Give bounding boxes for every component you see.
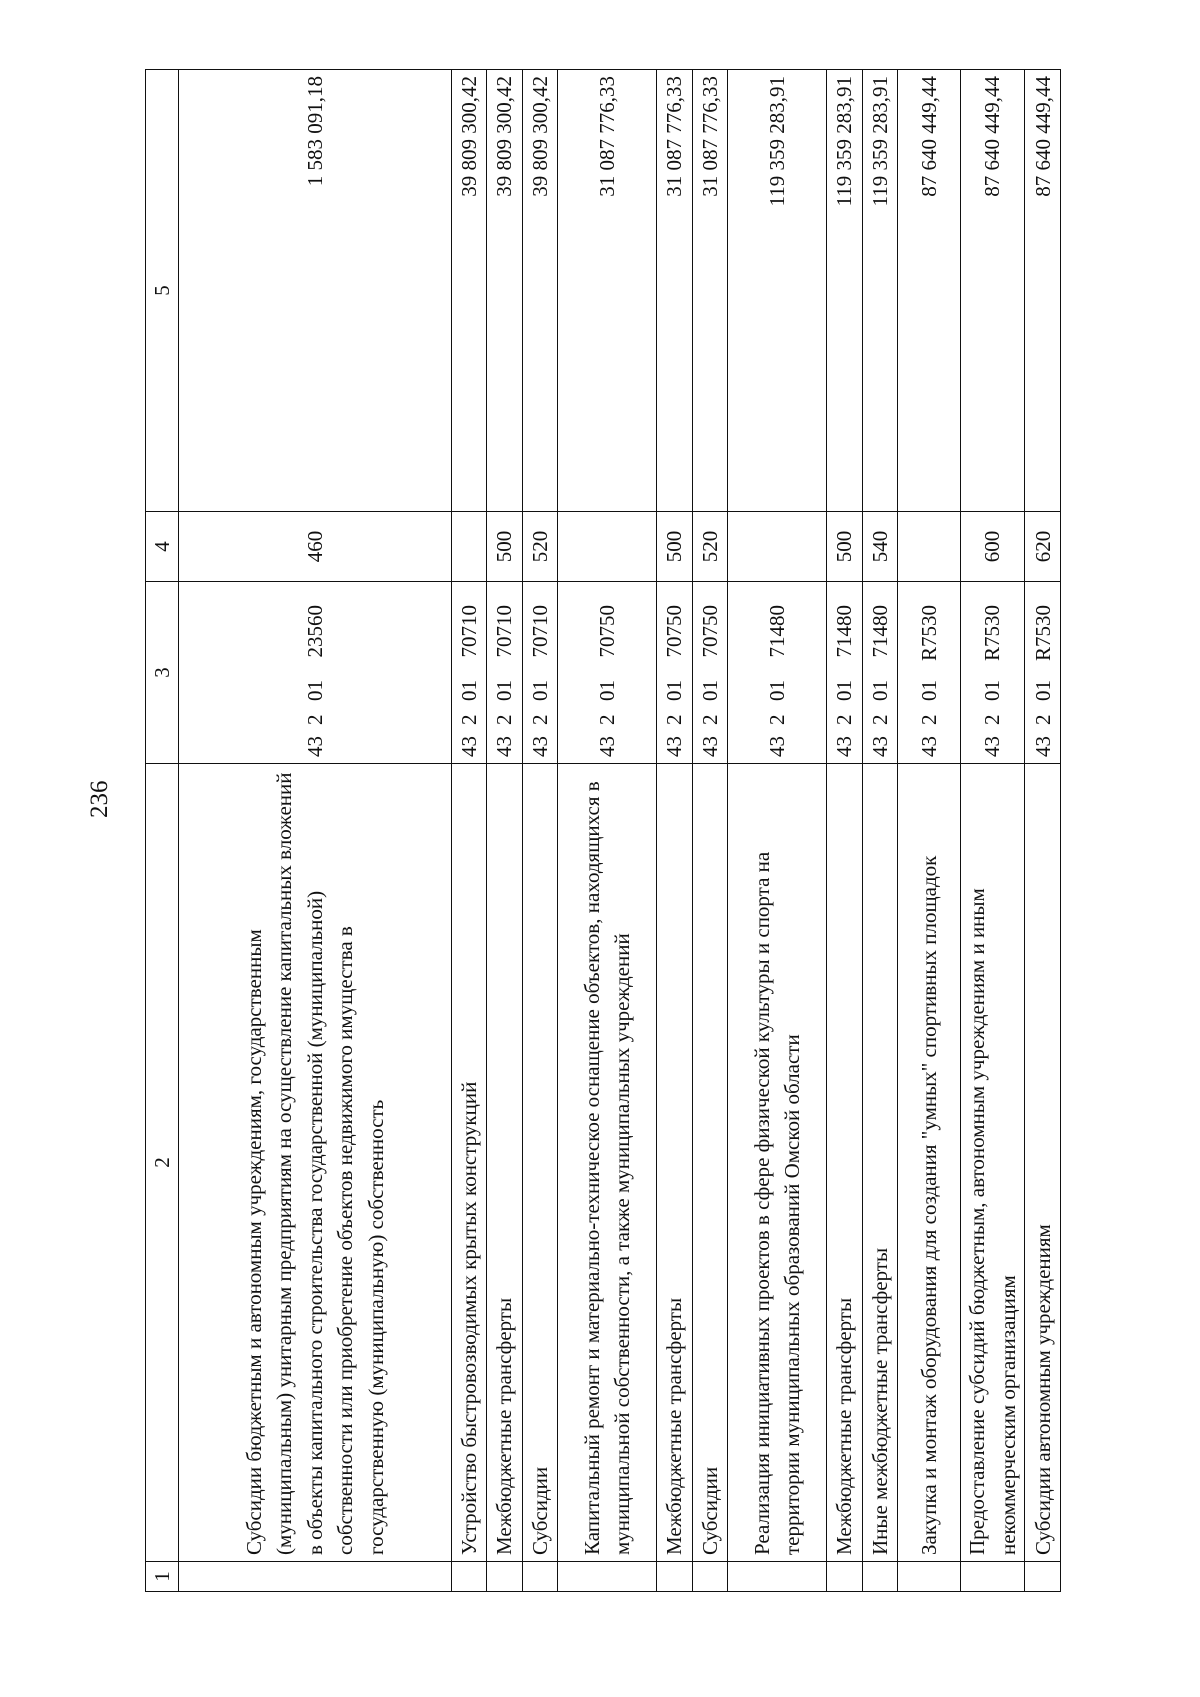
header-row [146,70,179,1592]
row-number-cell [487,1562,522,1592]
table-row [558,70,657,1592]
code-part-4: R7530 [1030,605,1055,662]
row-number-cell [1025,1562,1061,1592]
code-part-3: 01 [662,680,687,701]
program-code-cell [487,582,522,764]
table-row [692,70,727,1592]
code-part-2: 2 [1030,714,1055,725]
amount-cell: 119 359 283,91 [728,70,827,512]
code-part-4: R7530 [980,605,1005,662]
row-number-cell [558,1562,657,1592]
amount-cell: 119 359 283,91 [827,70,862,512]
amount-cell: 1 583 091,18 [178,70,451,512]
program-code-cell [728,582,827,764]
program-code-cell [898,582,961,764]
budget-table [145,69,1061,1592]
row-number-cell [898,1562,961,1592]
code-part-3: 01 [832,680,857,701]
code-part-2: 2 [527,714,552,725]
code-part-1: 43 [527,736,552,757]
amount-cell: 39 809 300,42 [522,70,557,512]
amount-cell: 31 087 776,33 [657,70,692,512]
code-part-4: 71480 [832,605,857,658]
description-cell: Субсидии автономным учреждениям [1025,764,1061,1562]
program-code-cell [558,582,657,764]
expense-type-cell [452,512,487,582]
program-code-cell [960,582,1025,764]
amount-cell: 39 809 300,42 [487,70,522,512]
code-part-4: 70750 [595,605,620,658]
code-part-2: 2 [595,714,620,725]
code-part-4: R7530 [916,605,941,662]
row-number-cell [960,1562,1025,1592]
code-part-3: 01 [980,680,1005,701]
table-row [960,70,1025,1592]
description-cell: Субсидии [522,764,557,1562]
expense-type-cell [558,512,657,582]
code-part-1: 43 [832,736,857,757]
code-part-2: 2 [980,714,1005,725]
description-cell: Закупка и монтаж оборудования для создания "умных" спортивных площадок [898,764,961,1562]
header-cell-3: 3 [146,582,179,764]
code-part-4: 71480 [765,605,790,658]
expense-type-cell [898,512,961,582]
code-part-2: 2 [765,714,790,725]
code-part-2: 2 [697,714,722,725]
description-cell: Субсидии бюджетным и автономным учреждениям, государственным (муниципальным) унитарным предприятиям на осуществление капитальных вложений в объекты капитального строительства государственной (муниципальной) собственности или приобретение объектов недвижимого имущества в государственную (муниципальную) собственность [178,764,451,1562]
code-part-1: 43 [302,736,327,757]
code-part-4: 70710 [492,605,517,658]
code-part-3: 01 [867,680,892,701]
expense-type-cell: 500 [487,512,522,582]
table-row [827,70,862,1592]
expense-type-cell: 500 [657,512,692,582]
row-number-cell [522,1562,557,1592]
code-part-3: 01 [302,680,327,701]
program-code-cell [862,582,897,764]
code-part-4: 70710 [457,605,482,658]
code-part-1: 43 [765,736,790,757]
table-row [862,70,897,1592]
table-row [728,70,827,1592]
amount-cell: 31 087 776,33 [558,70,657,512]
description-cell: Иные межбюджетные трансферты [862,764,897,1562]
code-part-1: 43 [697,736,722,757]
code-part-4: 23560 [302,605,327,658]
expense-type-cell: 500 [827,512,862,582]
table-row [452,70,487,1592]
header-cell-1: 1 [146,1562,179,1592]
description-cell: Межбюджетные трансферты [487,764,522,1562]
header-cell-4: 4 [146,512,179,582]
code-part-3: 01 [492,680,517,701]
code-part-3: 01 [1030,680,1055,701]
program-code-cell [522,582,557,764]
program-code-cell [452,582,487,764]
amount-cell: 119 359 283,91 [862,70,897,512]
description-cell: Предоставление субсидий бюджетным, автономным учреждениям и иным некоммерческим организациям [960,764,1025,1562]
table-row [522,70,557,1592]
rotated-table-wrapper [145,70,1061,1592]
table-row [178,70,451,1592]
row-number-cell [862,1562,897,1592]
amount-cell: 87 640 449,44 [1025,70,1061,512]
code-part-2: 2 [457,714,482,725]
code-part-2: 2 [302,714,327,725]
header-cell-5: 5 [146,70,179,512]
code-part-4: 70750 [697,605,722,658]
code-part-3: 01 [595,680,620,701]
amount-cell: 39 809 300,42 [452,70,487,512]
code-part-3: 01 [916,680,941,701]
code-part-3: 01 [765,680,790,701]
code-part-3: 01 [697,680,722,701]
expense-type-cell: 520 [692,512,727,582]
expense-type-cell: 520 [522,512,557,582]
description-cell: Капитальный ремонт и материально-техническое оснащение объектов, находящихся в муниципальной собственности, а также муниципальных учреждений [558,764,657,1562]
description-cell: Межбюджетные трансферты [657,764,692,1562]
table-row [898,70,961,1592]
code-part-2: 2 [916,714,941,725]
amount-cell: 87 640 449,44 [898,70,961,512]
code-part-2: 2 [867,714,892,725]
description-cell: Межбюджетные трансферты [827,764,862,1562]
description-cell: Реализация инициативных проектов в сфере физической культуры и спорта на территории муниципальных образований Омской области [728,764,827,1562]
amount-cell: 87 640 449,44 [960,70,1025,512]
code-part-4: 70750 [662,605,687,658]
row-number-cell [452,1562,487,1592]
table-row [487,70,522,1592]
expense-type-cell: 600 [960,512,1025,582]
page-number: 236 [86,780,113,818]
header-cell-2: 2 [146,764,179,1562]
expense-type-cell [728,512,827,582]
code-part-2: 2 [662,714,687,725]
row-number-cell [657,1562,692,1592]
expense-type-cell: 540 [862,512,897,582]
code-part-3: 01 [527,680,552,701]
table-row [657,70,692,1592]
code-part-4: 70710 [527,605,552,658]
code-part-1: 43 [1030,736,1055,757]
expense-type-cell: 460 [178,512,451,582]
amount-cell: 31 087 776,33 [692,70,727,512]
code-part-2: 2 [492,714,517,725]
program-code-cell [657,582,692,764]
row-number-cell [178,1562,451,1592]
code-part-1: 43 [980,736,1005,757]
code-part-1: 43 [457,736,482,757]
description-cell: Субсидии [692,764,727,1562]
program-code-cell [1025,582,1061,764]
code-part-1: 43 [916,736,941,757]
row-number-cell [728,1562,827,1592]
table-row [1025,70,1061,1592]
code-part-1: 43 [595,736,620,757]
code-part-4: 71480 [867,605,892,658]
expense-type-cell: 620 [1025,512,1061,582]
description-cell: Устройство быстровозводимых крытых конструкций [452,764,487,1562]
code-part-2: 2 [832,714,857,725]
code-part-1: 43 [867,736,892,757]
code-part-1: 43 [662,736,687,757]
program-code-cell [178,582,451,764]
code-part-3: 01 [457,680,482,701]
row-number-cell [827,1562,862,1592]
code-part-1: 43 [492,736,517,757]
row-number-cell [692,1562,727,1592]
program-code-cell [827,582,862,764]
program-code-cell [692,582,727,764]
